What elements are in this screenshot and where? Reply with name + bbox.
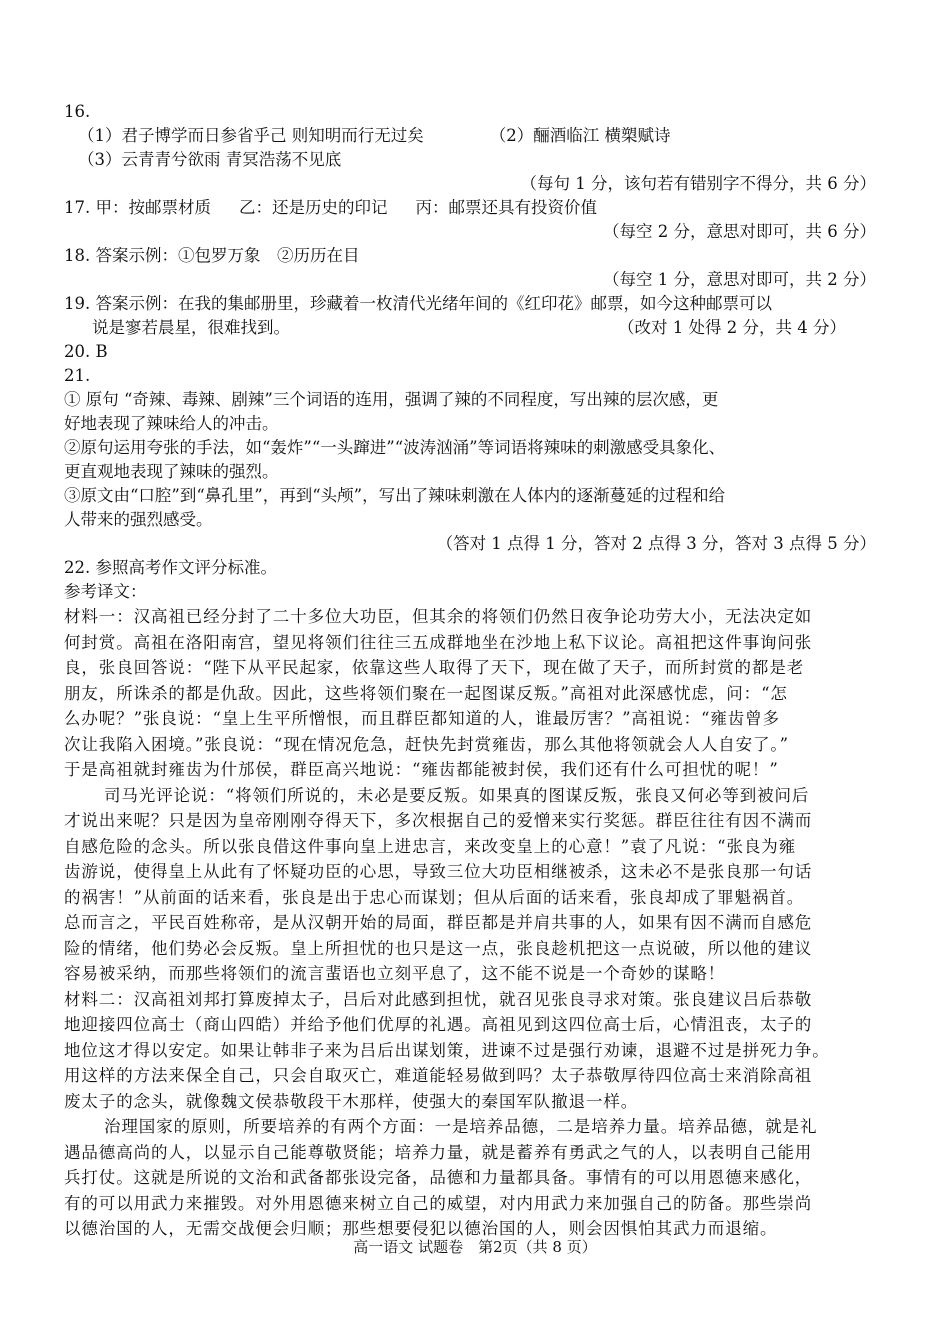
translation-line: 有的可以用武力来摧毁。对外用恩德来树立自己的威望，对内用武力来加强自己的防备。那些崇尚 (64, 1193, 813, 1213)
translation-line: 司马光评论说：“将领们所说的，未必是要反叛。如果真的图谋反叛，张良又何必等到被问后 (104, 785, 810, 805)
translation-line: 治理国家的原则，所要培养的有两个方面：一是培养品德，二是培养力量。培养品德，就是礼 (104, 1117, 818, 1136)
translation-line: 朋友，所诛杀的都是仇敌。因此，这些将领们聚在一起图谋反叛。”高祖对此深感忧虑，问：“怎 (64, 683, 788, 703)
translation-line: 次让我陷入困境。”张良说：“现在情况危急，赶快先封赏雍齿，那么其他将领就会人人自安了。” (64, 734, 789, 754)
q18-score: （每空 1 分，意思对即可，共 2 分） (603, 270, 876, 289)
translation-line: 地位这才得以安定。如果让韩非子来为吕后出谋划策，进谏不过是强行劝谏，退避不过是拼死力争。 (64, 1040, 830, 1060)
q21-line: ③原文由“口腔”到“鼻孔里”，再到“头颅”，写出了辣味刺激在人体内的逐渐蔓延的过程和给 (64, 486, 726, 505)
q17-answer-c: 丙：邮票还具有投资价值 (415, 198, 597, 217)
translation-line: 么办呢？”张良说：“皇上生平所憎恨，而且群臣都知道的人，谁最厉害？”高祖说：“雍齿曾多 (64, 709, 780, 728)
q16-answer-row-1 (64, 124, 894, 148)
translation-line: 于是高祖就封雍齿为什邡侯，群臣高兴地说：“雍齿都能被封侯，我们还有什么可担忧的呢！” (64, 760, 779, 779)
translation-paragraph-4 (64, 1114, 894, 1242)
q17-score: （每空 2 分，意思对即可，共 6 分） (603, 222, 876, 241)
translation-paragraph-3 (64, 987, 894, 1115)
translation-line: 的祸害！”从前面的话来看，张良是出于忠心而谋划；但从后面的话来看，张良却成了罪魁祸首。 (64, 887, 805, 907)
answer-page (64, 100, 894, 1242)
translation-line: 材料一：汉高祖已经分封了二十多位大功臣，但其余的将领们仍然日夜争论功劳大小，无法决定如 (64, 607, 813, 626)
q21-score: （答对 1 点得 1 分，答对 2 点得 3 分，答对 3 点得 5 分） (436, 534, 876, 553)
q21-line: 更直观地表现了辣味的强烈。 (64, 462, 279, 481)
q19-answer-line-1: 19. 答案示例：在我的集邮册里，珍藏着一枚清代光绪年间的《红印花》邮票，如今这种邮票可以 (64, 294, 772, 313)
q18-answer: 18. 答案示例：①包罗万象 ②历历在目 (64, 246, 360, 265)
translation-heading: 参考译文： (64, 582, 147, 601)
translation-line: 兵打仗。这就是所说的文治和武备都张设完备，品德和力量都具备。事情有的可以用恩德来感化， (64, 1168, 813, 1187)
q16-score: （每句 1 分，该句若有错别字不得分，共 6 分） (520, 174, 876, 193)
q17-answer-b: 乙：还是历史的印记 (239, 198, 388, 217)
q21-line: 好地表现了辣味给人的冲击。 (64, 414, 279, 433)
translation-paragraph-1 (64, 604, 894, 783)
q20-answer: 20. B (64, 342, 108, 361)
q17-answer-row (64, 196, 894, 220)
translation-line: 险的情绪，他们势必会反叛。皇上所担忧的也只是这一点，张良趁机把这一点说破，所以他的建议 (64, 938, 813, 958)
translation-paragraph-2 (64, 783, 894, 987)
q21-line: ②原句运用夸张的手法，如“轰炸”“一头蹿进”“波涛汹涌”等词语将辣味的刺激感受具象化、 (64, 438, 726, 457)
q16-number: 16. (64, 102, 91, 121)
translation-line: 才说出来呢？只是因为皇帝刚刚夺得天下，多次根据自己的爱憎来实行奖惩。群臣往往有因不满而 (64, 811, 813, 830)
translation-line: 容易被采纳，而那些将领们的流言蜚语也立刻平息了，这不能不说是一个奇妙的谋略！ (64, 964, 726, 983)
q22-answer: 22. 参照高考作文评分标准。 (64, 558, 277, 577)
q19-score: （改对 1 处得 2 分，共 4 分） (618, 318, 846, 337)
translation-line: 材料二：汉高祖刘邦打算废掉太子，吕后对此感到担忧，就召见张良寻求对策。张良建议吕后恭敬 (64, 989, 813, 1009)
translation-line: 何封赏。高祖在洛阳南宫，望见将领们往往三五成群地坐在沙地上私下议论。高祖把这件事询问张 (64, 632, 813, 652)
q21-line: 人带来的强烈感受。 (64, 510, 213, 529)
translation-line: 良，张良回答说：“陛下从平民起家，依靠这些人取得了天下，现在做了天子，而所封赏的都是老 (64, 658, 805, 677)
translation-line: 自感危险的念头。所以张良借这件事向皇上进忠言，来改变皇上的心意！”袁了凡说：“张良为雍 (64, 836, 797, 856)
q19-answer-line-2: 说是寥若晨星，很难找到。 (92, 318, 290, 337)
translation-line: 用这样的方法来保全自己，只会自取灭亡，难道能轻易做到吗？太子恭敬厚待四位高士来消除高祖 (64, 1066, 813, 1085)
translation-line: 遇品德高尚的人，以显示自己能尊敬贤能；培养力量，就是蓄养有勇武之气的人，以表明自己能用 (64, 1142, 813, 1162)
q16-answer-1: （1）君子博学而日参省乎己 则知明而行无过矣 (78, 126, 424, 145)
translation-line: 以德治国的人，无需交战便会归顺；那些想要侵犯以德治国的人，则会因惧怕其武力而退缩。 (64, 1219, 778, 1238)
translation-line: 齿游说，使得皇上从此有了怀疑功臣的心思，导致三位大功臣相继被杀，这未必不是张良那一句话 (64, 862, 813, 881)
q21-number: 21. (64, 366, 91, 385)
q19-answer-row-2 (64, 316, 894, 340)
q16-answer-2: （2）酾酒临江 横槊赋诗 (489, 126, 671, 145)
q21-line: ① 原句 “奇辣、毒辣、剧辣”三个词语的连用，强调了辣的不同程度，写出辣的层次感，更 (64, 390, 719, 409)
translation-line: 废太子的念头，就像魏文侯恭敬段干木那样，使强大的秦国军队撤退一样。 (64, 1091, 639, 1111)
q17-answer-a: 17. 甲：按邮票材质 (64, 198, 211, 217)
page-footer: 高一语文 试题卷 第2页（共 8 页） (353, 1238, 597, 1256)
translation-line: 地迎接四位高士（商山四皓）并给予他们优厚的礼遇。高祖见到这四位高士后，心情沮丧，太子的 (64, 1015, 813, 1034)
translation-line: 总而言之，平民百姓称帝，是从汉朝开始的局面，群臣都是并肩共事的人，如果有因不满而自感危 (64, 913, 813, 932)
q16-answer-3: （3）云青青兮欲雨 青冥浩荡不见底 (78, 150, 342, 169)
